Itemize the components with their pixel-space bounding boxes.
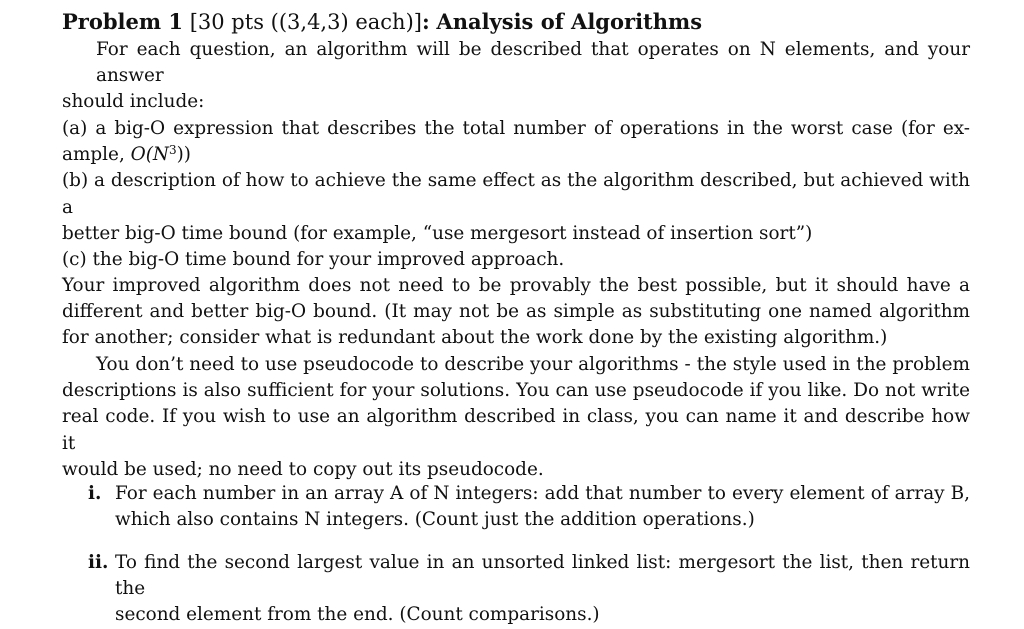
question-number: ii. [88,552,109,573]
question-text [115,550,970,629]
answer-parts-list [62,116,970,273]
part-a-example-prefix: ample, [62,144,131,166]
question-ii-line-1: To find the second largest value in an unsorted linked list: mergesort the list, then return the [115,552,970,600]
problem-label: Problem 1 [62,9,184,34]
part-a-math: O(N [130,144,169,166]
question-i-line-1: For each number in an array A of N integers: add that number to every element of array B, [115,483,970,504]
part-a-line-1: (a) a big-O expression that describes the total number of operations in the worst case (for ex- [62,118,970,139]
part-c-line-1: (c) the big-O time bound for your improved approach. [62,249,565,271]
part-a-exponent: 3 [168,143,177,158]
para2-line-4: would be used; no need to copy out its pseudocode. [62,458,544,480]
part-b-line-2: better big-O time bound (for example, “use mergesort instead of insertion sort”) [62,222,813,244]
question-number: i. [88,483,102,504]
part-a-line-2 [62,142,970,168]
improvement-paragraph [62,273,970,352]
para1-line-3: for another; consider what is redundant about the work done by the existing algorithm.) [62,327,888,349]
problem-heading [62,8,702,36]
problem-title: Analysis of Algorithms [436,9,703,34]
problem-points: [30 pts ((3,4,3) each)] [189,10,422,34]
intro-paragraph [62,37,970,116]
intro-line-2: should include: [62,91,205,113]
question-i [88,481,970,533]
para2-line-1: You don’t need to use pseudocode to describe your algorithms - the style used in the problem [96,354,970,375]
para1-line-2: different and better big-O bound. (It may not be as simple as substituting one named algorithm [62,301,970,323]
part-b-line-1: (b) a description of how to achieve the same effect as the algorithm described, but achieved with a [62,170,970,218]
part-a-example-suffix: )) [176,144,191,166]
pseudocode-paragraph [62,352,970,483]
intro-line-1: For each question, an algorithm will be described that operates on N elements, and your answer [96,39,970,87]
question-ii-line-2: second element from the end. (Count comparisons.) [115,604,600,626]
question-i-line-2: which also contains N integers. (Count just the addition operations.) [115,509,755,531]
para2-line-3: real code. If you wish to use an algorithm described in class, you can name it and describe how it [62,406,970,454]
question-text [115,481,970,533]
problem-colon: : [421,9,430,34]
para1-line-1: Your improved algorithm does not need to be provably the best possible, but it should have a [62,275,970,296]
question-ii [88,550,970,629]
para2-line-2: descriptions is also sufficient for your solutions. You can use pseudocode if you like. Do not write [62,380,970,402]
